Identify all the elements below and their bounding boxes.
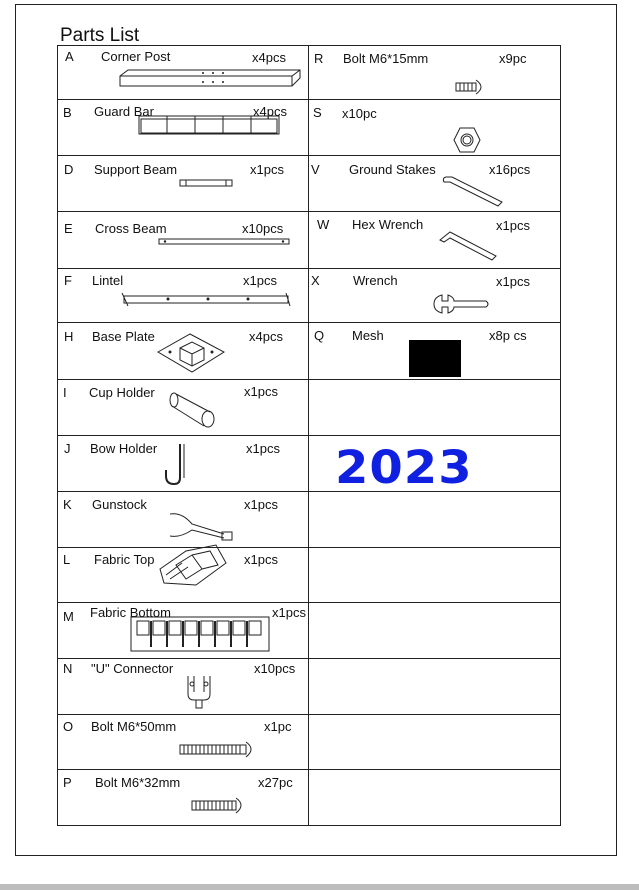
bolt-icon [178, 740, 260, 760]
cup-holder-icon [168, 386, 224, 430]
part-name: "U" Connector [91, 661, 174, 676]
part-quantity: x8p cs [489, 328, 527, 343]
part-quantity: x1pcs [272, 605, 306, 620]
part-name: Bolt M6*15mm [343, 51, 429, 66]
part-letter: J [64, 441, 71, 456]
part-letter: E [64, 221, 73, 236]
bolt-icon [454, 78, 486, 96]
part-quantity: x9pc [499, 51, 527, 66]
lintel-icon [120, 290, 292, 310]
fabric-top-icon [156, 541, 228, 589]
part-name: Cup Holder [89, 385, 155, 400]
part-name: Bolt M6*50mm [91, 719, 177, 734]
part-quantity: x1pcs [244, 497, 278, 512]
part-name: Ground Stakes [349, 162, 436, 177]
part-quantity: x1pcs [246, 441, 280, 456]
part-name: Guard Bar [94, 104, 154, 119]
part-name: Support Beam [94, 162, 178, 177]
part-quantity: x10pc [342, 106, 377, 121]
part-letter: W [317, 217, 330, 232]
part-letter: D [64, 162, 74, 177]
handwritten-year: 2023 [335, 441, 473, 495]
part-letter: A [65, 49, 74, 64]
part-name: Wrench [353, 273, 398, 288]
part-letter: X [311, 273, 320, 288]
support-beam-icon [178, 177, 234, 191]
part-quantity: x10pcs [254, 661, 296, 676]
row-separator [57, 602, 561, 603]
part-name: Bow Holder [90, 441, 158, 456]
row-separator [57, 435, 561, 436]
fabric-bottom-icon [129, 613, 271, 655]
part-letter: H [64, 329, 74, 344]
hex-nut-icon [452, 125, 482, 155]
part-quantity: x1pcs [250, 162, 284, 177]
part-name: Cross Beam [95, 221, 167, 236]
gunstock-icon [168, 508, 236, 542]
part-quantity: x10pcs [242, 221, 284, 236]
row-separator [57, 268, 561, 269]
row-separator [57, 322, 561, 323]
base-plate-icon [156, 330, 226, 374]
row-separator [57, 769, 561, 770]
wrench-icon [432, 291, 490, 317]
part-name: Lintel [92, 273, 124, 288]
part-letter: P [63, 775, 72, 790]
part-quantity: x1pcs [244, 552, 278, 567]
part-name: Gunstock [92, 497, 147, 512]
part-quantity: x4pcs [252, 50, 286, 65]
part-name: Corner Post [101, 49, 171, 64]
corner-post-icon [118, 66, 303, 90]
part-letter: R [314, 51, 324, 66]
part-letter: B [63, 105, 72, 120]
part-name: Hex Wrench [352, 217, 424, 232]
row-separator [57, 714, 561, 715]
part-letter: N [63, 661, 73, 676]
row-separator [57, 155, 561, 156]
bow-holder-icon [162, 440, 192, 488]
part-quantity: x4pcs [253, 104, 287, 119]
part-letter: K [63, 497, 72, 512]
part-quantity: x1pc [264, 719, 292, 734]
part-quantity: x1pcs [244, 384, 278, 399]
bolt-icon [190, 796, 248, 816]
part-quantity: x4pcs [249, 329, 283, 344]
row-separator [57, 547, 561, 548]
part-name: Base Plate [92, 329, 155, 344]
part-name: Fabric Top [94, 552, 155, 567]
ground-stake-icon [440, 172, 506, 208]
cross-beam-icon [157, 236, 291, 248]
part-quantity: x1pcs [243, 273, 277, 288]
part-name: Fabric Bottom [90, 605, 171, 620]
part-name: Mesh [352, 328, 384, 343]
row-separator [57, 379, 561, 380]
row-separator [57, 99, 561, 100]
hex-wrench-icon [436, 228, 500, 264]
part-letter: O [63, 719, 74, 734]
row-separator [57, 658, 561, 659]
part-letter: S [313, 105, 322, 120]
row-separator [57, 211, 561, 212]
guard-bar-icon [137, 112, 281, 138]
part-name: Bolt M6*32mm [95, 775, 181, 790]
part-quantity: x1pcs [496, 274, 530, 289]
part-quantity: x27pc [258, 775, 293, 790]
mesh-icon [409, 340, 461, 377]
page-title: Parts List [60, 25, 140, 46]
page-bottom-edge [0, 884, 639, 890]
row-separator [57, 491, 561, 492]
part-letter: L [63, 552, 71, 567]
part-letter: M [63, 609, 74, 624]
part-letter: Q [314, 328, 325, 343]
u-connector-icon [184, 670, 216, 710]
part-quantity: x16pcs [489, 162, 531, 177]
part-letter: F [64, 273, 72, 288]
part-letter: I [63, 385, 67, 400]
part-letter: V [311, 162, 320, 177]
part-quantity: x1pcs [496, 218, 530, 233]
